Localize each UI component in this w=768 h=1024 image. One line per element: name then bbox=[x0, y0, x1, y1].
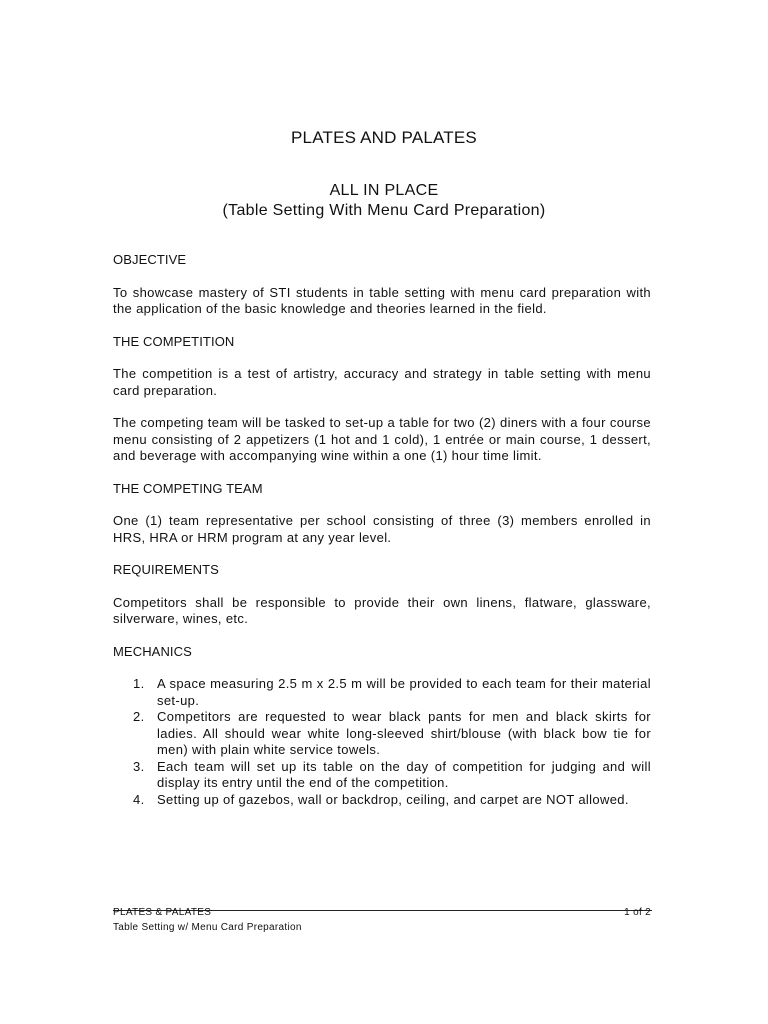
objective-paragraph: To showcase mastery of STI students in table setting with menu card preparation with the application of the basic knowledge and theories learned in the field. bbox=[113, 284, 651, 316]
list-item-text: Competitors are requested to wear black pants for men and black skirts for ladies. All should wear white long-sleeved shirt/blouse (with black bow tie for men) with plain white service towels. bbox=[157, 709, 651, 757]
requirements-paragraph: Competitors shall be responsible to provide their own linens, flatware, glassware, silverware, wines, etc. bbox=[113, 594, 651, 626]
footer-document-name: PLATES & PALATES bbox=[113, 907, 212, 918]
document-body bbox=[113, 252, 651, 808]
mechanics-list bbox=[113, 676, 651, 808]
document-title: PLATES AND PALATES bbox=[291, 128, 477, 147]
footer-subtitle: Table Setting w/ Menu Card Preparation bbox=[113, 922, 302, 933]
requirements-heading: REQUIREMENTS bbox=[113, 562, 219, 577]
competition-heading: THE COMPETITION bbox=[113, 333, 235, 349]
competition-paragraph-2: The competing team will be tasked to set-up a table for two (2) diners with a four course menu consisting of 2 appetizers (1 hot and 1 cold), 1 entrée or main course, 1 dessert, and beverage with accompanying wine within a one (1) hour time limit. bbox=[113, 415, 651, 463]
document-subtitle-line1: ALL IN PLACE bbox=[329, 182, 439, 199]
mechanics-item bbox=[113, 759, 651, 792]
footer-top-row bbox=[113, 906, 651, 919]
objective-heading: OBJECTIVE bbox=[113, 252, 187, 267]
footer-page-number: 1 of 2 bbox=[624, 907, 651, 918]
page-footer bbox=[113, 906, 651, 934]
list-number: 2. bbox=[133, 709, 145, 724]
competing-team-heading: THE COMPETING TEAM bbox=[113, 480, 263, 496]
list-number: 1. bbox=[133, 676, 145, 691]
mechanics-item bbox=[113, 792, 651, 809]
mechanics-heading: MECHANICS bbox=[113, 643, 192, 659]
list-item-text: Setting up of gazebos, wall or backdrop, ceiling, and carpet are NOT allowed. bbox=[157, 791, 629, 807]
list-number: 3. bbox=[133, 758, 145, 774]
list-item-text: Each team will set up its table on the day of competition for judging and will display its entry until the end of the competition. bbox=[157, 758, 651, 790]
mechanics-item bbox=[113, 709, 651, 759]
competition-paragraph-1: The competition is a test of artistry, accuracy and strategy in table setting with menu card preparation. bbox=[113, 366, 651, 398]
competing-team-paragraph: One (1) team representative per school consisting of three (3) members enrolled in HRS, HRA or HRM program at any year level. bbox=[113, 513, 651, 545]
mechanics-item bbox=[113, 676, 651, 709]
document-subtitle-line2: (Table Setting With Menu Card Preparation) bbox=[222, 202, 546, 219]
list-item-text: A space measuring 2.5 m x 2.5 m will be provided to each team for their material set-up. bbox=[157, 676, 651, 708]
list-number: 4. bbox=[133, 791, 145, 807]
